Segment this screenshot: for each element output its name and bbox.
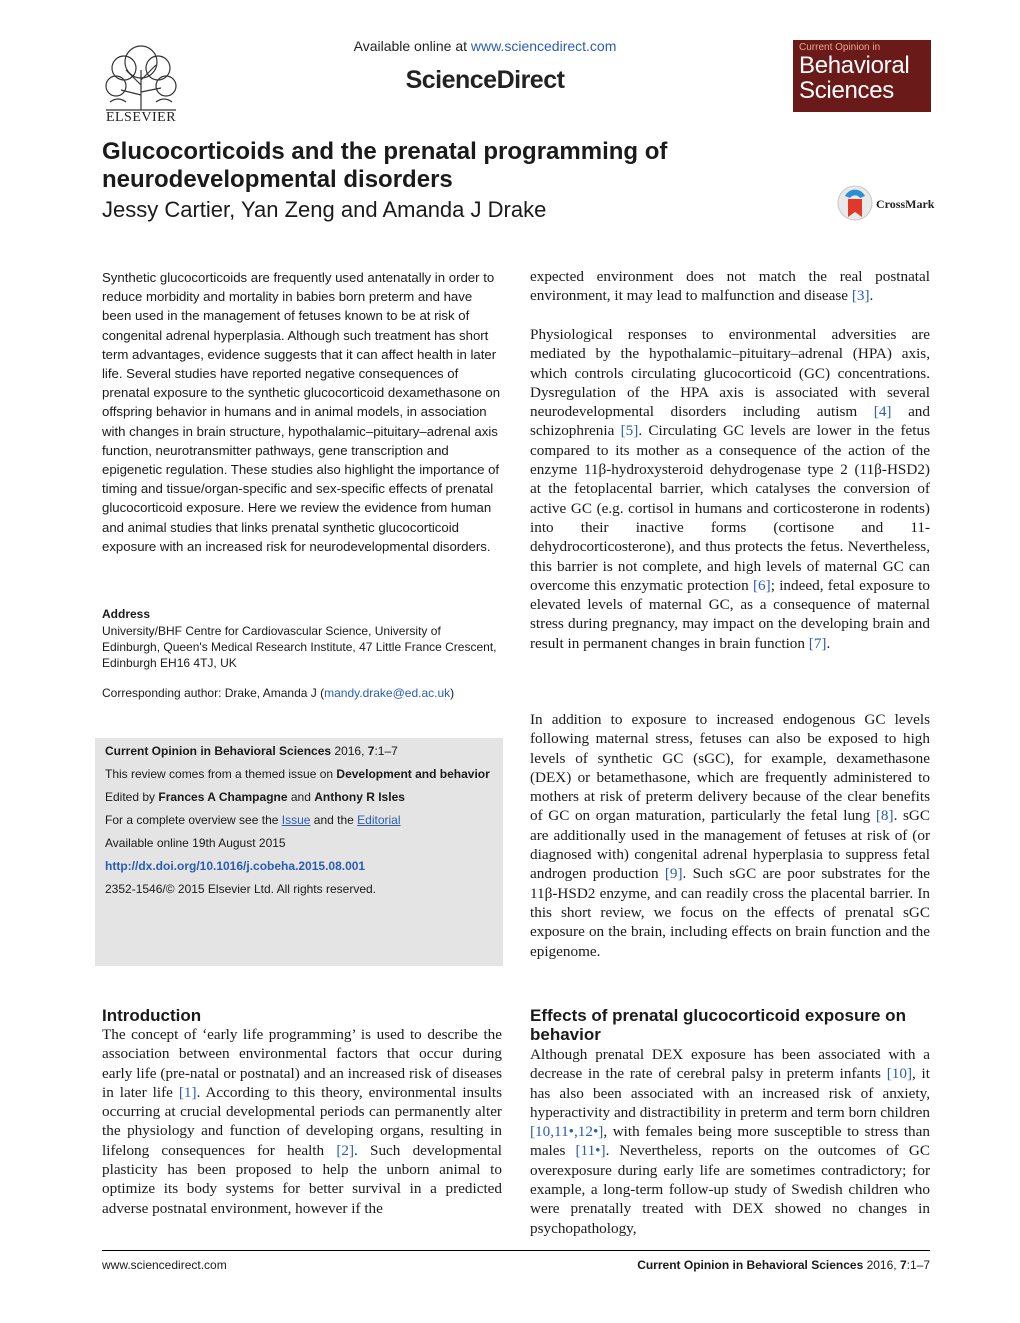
corresponding-email-link[interactable]: mandy.drake@ed.ac.uk: [324, 686, 451, 700]
body-paragraph-continued: expected environment does not match the real postnatal environment, it may lead to malfunction and disease [3].: [530, 268, 930, 305]
overview-and: and the: [310, 813, 358, 827]
citation-ref[interactable]: [9]: [664, 865, 683, 883]
footer-volume: 7: [899, 1258, 907, 1272]
editorial-link[interactable]: Editorial: [357, 813, 401, 827]
citation-ref[interactable]: [3]: [851, 287, 870, 305]
editors-and: and: [287, 790, 315, 804]
sciencedirect-url-link[interactable]: www.sciencedirect.com: [470, 38, 617, 54]
footer-citation: [637, 1258, 930, 1272]
citation-ref[interactable]: [1]: [178, 1083, 197, 1101]
corresponding-suffix: ): [450, 686, 455, 700]
citation-pages: :1–7: [374, 744, 398, 758]
journal-badge-small: Current Opinion in: [799, 42, 881, 53]
doi-link[interactable]: [105, 859, 493, 874]
editor-1: Frances A Champagne: [158, 790, 288, 804]
available-online-date: Available online 19th August 2015: [105, 836, 286, 850]
citation-ref[interactable]: [4]: [873, 403, 892, 421]
citation-ref[interactable]: [10,11•,12•]: [530, 1123, 604, 1141]
footer-url[interactable]: www.sciencedirect.com: [102, 1258, 227, 1272]
citation-ref[interactable]: [8]: [875, 807, 894, 825]
article-title: Glucocorticoids and the prenatal programming of neurodevelopmental disorders: [102, 138, 668, 193]
citation-ref[interactable]: [5]: [620, 422, 639, 440]
editors-line: [105, 790, 493, 805]
body-paragraph-effects: Although prenatal DEX exposure has been associated with a decrease in the rate of cerebral palsy in preterm infants [10], it has also been associated with an increased risk of anxiety, hyperactivity and distractibility in preterm and term born children [10,11•,12•], with females being more susceptible to stress than males [11•]. Nevertheless, reports on the outcomes of GC overexposure during early life are sometimes contradictory; for example, a long-term follow-up study of Swedish children who were prenatally treated with DEX showed no changes in psychopathology,: [530, 1046, 930, 1237]
article-authors: Jessy Cartier, Yan Zeng and Amanda J Drake: [102, 197, 547, 222]
crossmark-label: CrossMark: [876, 197, 935, 211]
citation-volume: 7: [367, 744, 375, 758]
body-paragraph-hpa: Physiological responses to environmental adversities are mediated by the hypothalamic–pituitary–adrenal (HPA) axis, which controls circulating glucocorticoid (GC) concentrations. Dysregulation of the HPA axis is associated with several neurodevelopmental disorders including autism [4] and schizophrenia [5]. Circulating GC levels are lower in the fetus compared to its mother as a consequence of the action of the enzyme 11β-hydroxysteroid dehydrogenase type 2 (11β-HSD2) at the fetoplacental barrier, which catalyses the conversion of active GC (e.g. cortisol in humans and corticosterone in rodents) into their inactive forms (cortisone and 11-dehydrocorticosterone), and thus protects the fetus. Nevertheless, this barrier is not complete, and high levels of maternal GC can overcome this enzymatic protection [6]; indeed, fetal exposure to elevated levels of maternal GC, as a consequence of maternal stress during pregnancy, may impact on the developing brain and result in permanent changes in brain function [7].: [530, 326, 930, 652]
footer-year: 2016,: [863, 1258, 900, 1272]
journal-badge-line2: Sciences: [799, 77, 894, 104]
corresponding-author: [102, 685, 502, 701]
issue-link[interactable]: Issue: [281, 813, 311, 827]
crossmark-icon: [836, 184, 874, 222]
introduction-heading: Introduction: [102, 1006, 202, 1025]
effects-heading: Effects of prenatal glucocorticoid exposure on behavior: [530, 1006, 906, 1044]
citation-ref[interactable]: [2]: [336, 1141, 355, 1159]
doi-text[interactable]: http://dx.doi.org/10.1016/j.cobeha.2015.08.001: [105, 859, 366, 873]
citation-line: [105, 744, 493, 759]
theme-name: Development and behavior: [336, 767, 490, 781]
theme-prefix: This review comes from a themed issue on: [105, 767, 337, 781]
footer-journal: Current Opinion in Behavioral Sciences: [637, 1258, 864, 1272]
platform-name: ScienceDirect: [405, 66, 565, 94]
footer-divider: [102, 1250, 930, 1251]
edited-prefix: Edited by: [105, 790, 159, 804]
article-info-box: [95, 738, 503, 966]
body-paragraph-sgc: In addition to exposure to increased endogenous GC levels following maternal stress, fetuses can also be exposed to high levels of synthetic GC (sGC), for example, dexamethasone (DEX) or betamethasone, which are frequently administered to mothers at risk of preterm delivery because of the clear benefits of GC on organ maturation, particularly the fetal lung [8]. sGC are additionally used in the management of fetuses at risk of (or diagnosed with) congenital adrenal hyperplasia to suppress fetal androgen production [9]. Such sGC are poor substrates for the 11β-HSD2 enzyme, and can readily cross the placental barrier. In this short review, we focus on the effects of prenatal sGC exposure on the brain, including effects on brain function and the epigenome.: [530, 711, 930, 960]
journal-badge: [793, 40, 931, 112]
available-prefix: Available online at: [353, 38, 471, 54]
citation-journal: Current Opinion in Behavioral Sciences: [105, 744, 332, 758]
introduction-body: The concept of ‘early life programming’ is used to describe the association between environmental factors that occur during early life (pre-natal or postnatal) and an increased risk of diseases in later life [1]. According to this theory, environmental insults occurring at crucial developmental periods can permanently alter the physiology and function of developing organs, resulting in lifelong consequences for health [2]. Such developmental plasticity has been proposed to help the unborn animal to optimize its body systems for better survival in a predicted adverse postnatal environment, however if the: [102, 1026, 502, 1217]
overview-line: [105, 813, 493, 828]
publisher-name: ELSEVIER: [105, 110, 177, 125]
citation-ref[interactable]: [10]: [886, 1065, 913, 1083]
journal-badge-line1: Behavioral: [799, 52, 910, 79]
overview-prefix: For a complete overview see the: [105, 813, 282, 827]
address-text: University/BHF Centre for Cardiovascular Science, University of Edinburgh, Queen's Medical Research Institute, 47 Little France Crescent, Edinburgh EH16 4TJ, UK: [102, 624, 497, 670]
crossmark-badge[interactable]: [836, 184, 936, 222]
editor-2: Anthony R Isles: [314, 790, 405, 804]
corresponding-prefix: Corresponding author: Drake, Amanda J (: [102, 686, 325, 700]
address-label: Address: [102, 607, 151, 621]
citation-year: 2016,: [331, 744, 368, 758]
citation-ref[interactable]: [11•]: [575, 1142, 606, 1160]
abstract: Synthetic glucocorticoids are frequently used antenatally in order to reduce morbidity and mortality in babies born preterm and have been used in the management of fetuses known to be at risk of congenital adrenal hyperplasia. Although such treatment has short term advantages, evidence suggests that it can affect health in later life. Several studies have reported negative consequences of prenatal exposure to the synthetic glucocorticoid dexamethasone on offspring behavior in humans and in animal models, in association with changes in brain structure, hypothalamic–pituitary–adrenal axis function, neurotransmitter pathways, gene transcription and epigenetic regulation. These studies also highlight the importance of timing and tissue/organ-specific and sex-specific effects of prenatal glucocorticoid exposure. Here we review the evidence from human and animal studies that links prenatal synthetic glucocorticoid exposure with an increased risk for neurodevelopmental disorders.: [102, 270, 501, 554]
copyright-line: 2352-1546/© 2015 Elsevier Ltd. All rights reserved.: [105, 882, 376, 896]
footer-pages: :1–7: [906, 1258, 930, 1272]
citation-ref[interactable]: [7]: [808, 634, 827, 652]
theme-line: [105, 767, 493, 782]
citation-ref[interactable]: [6]: [752, 576, 771, 594]
